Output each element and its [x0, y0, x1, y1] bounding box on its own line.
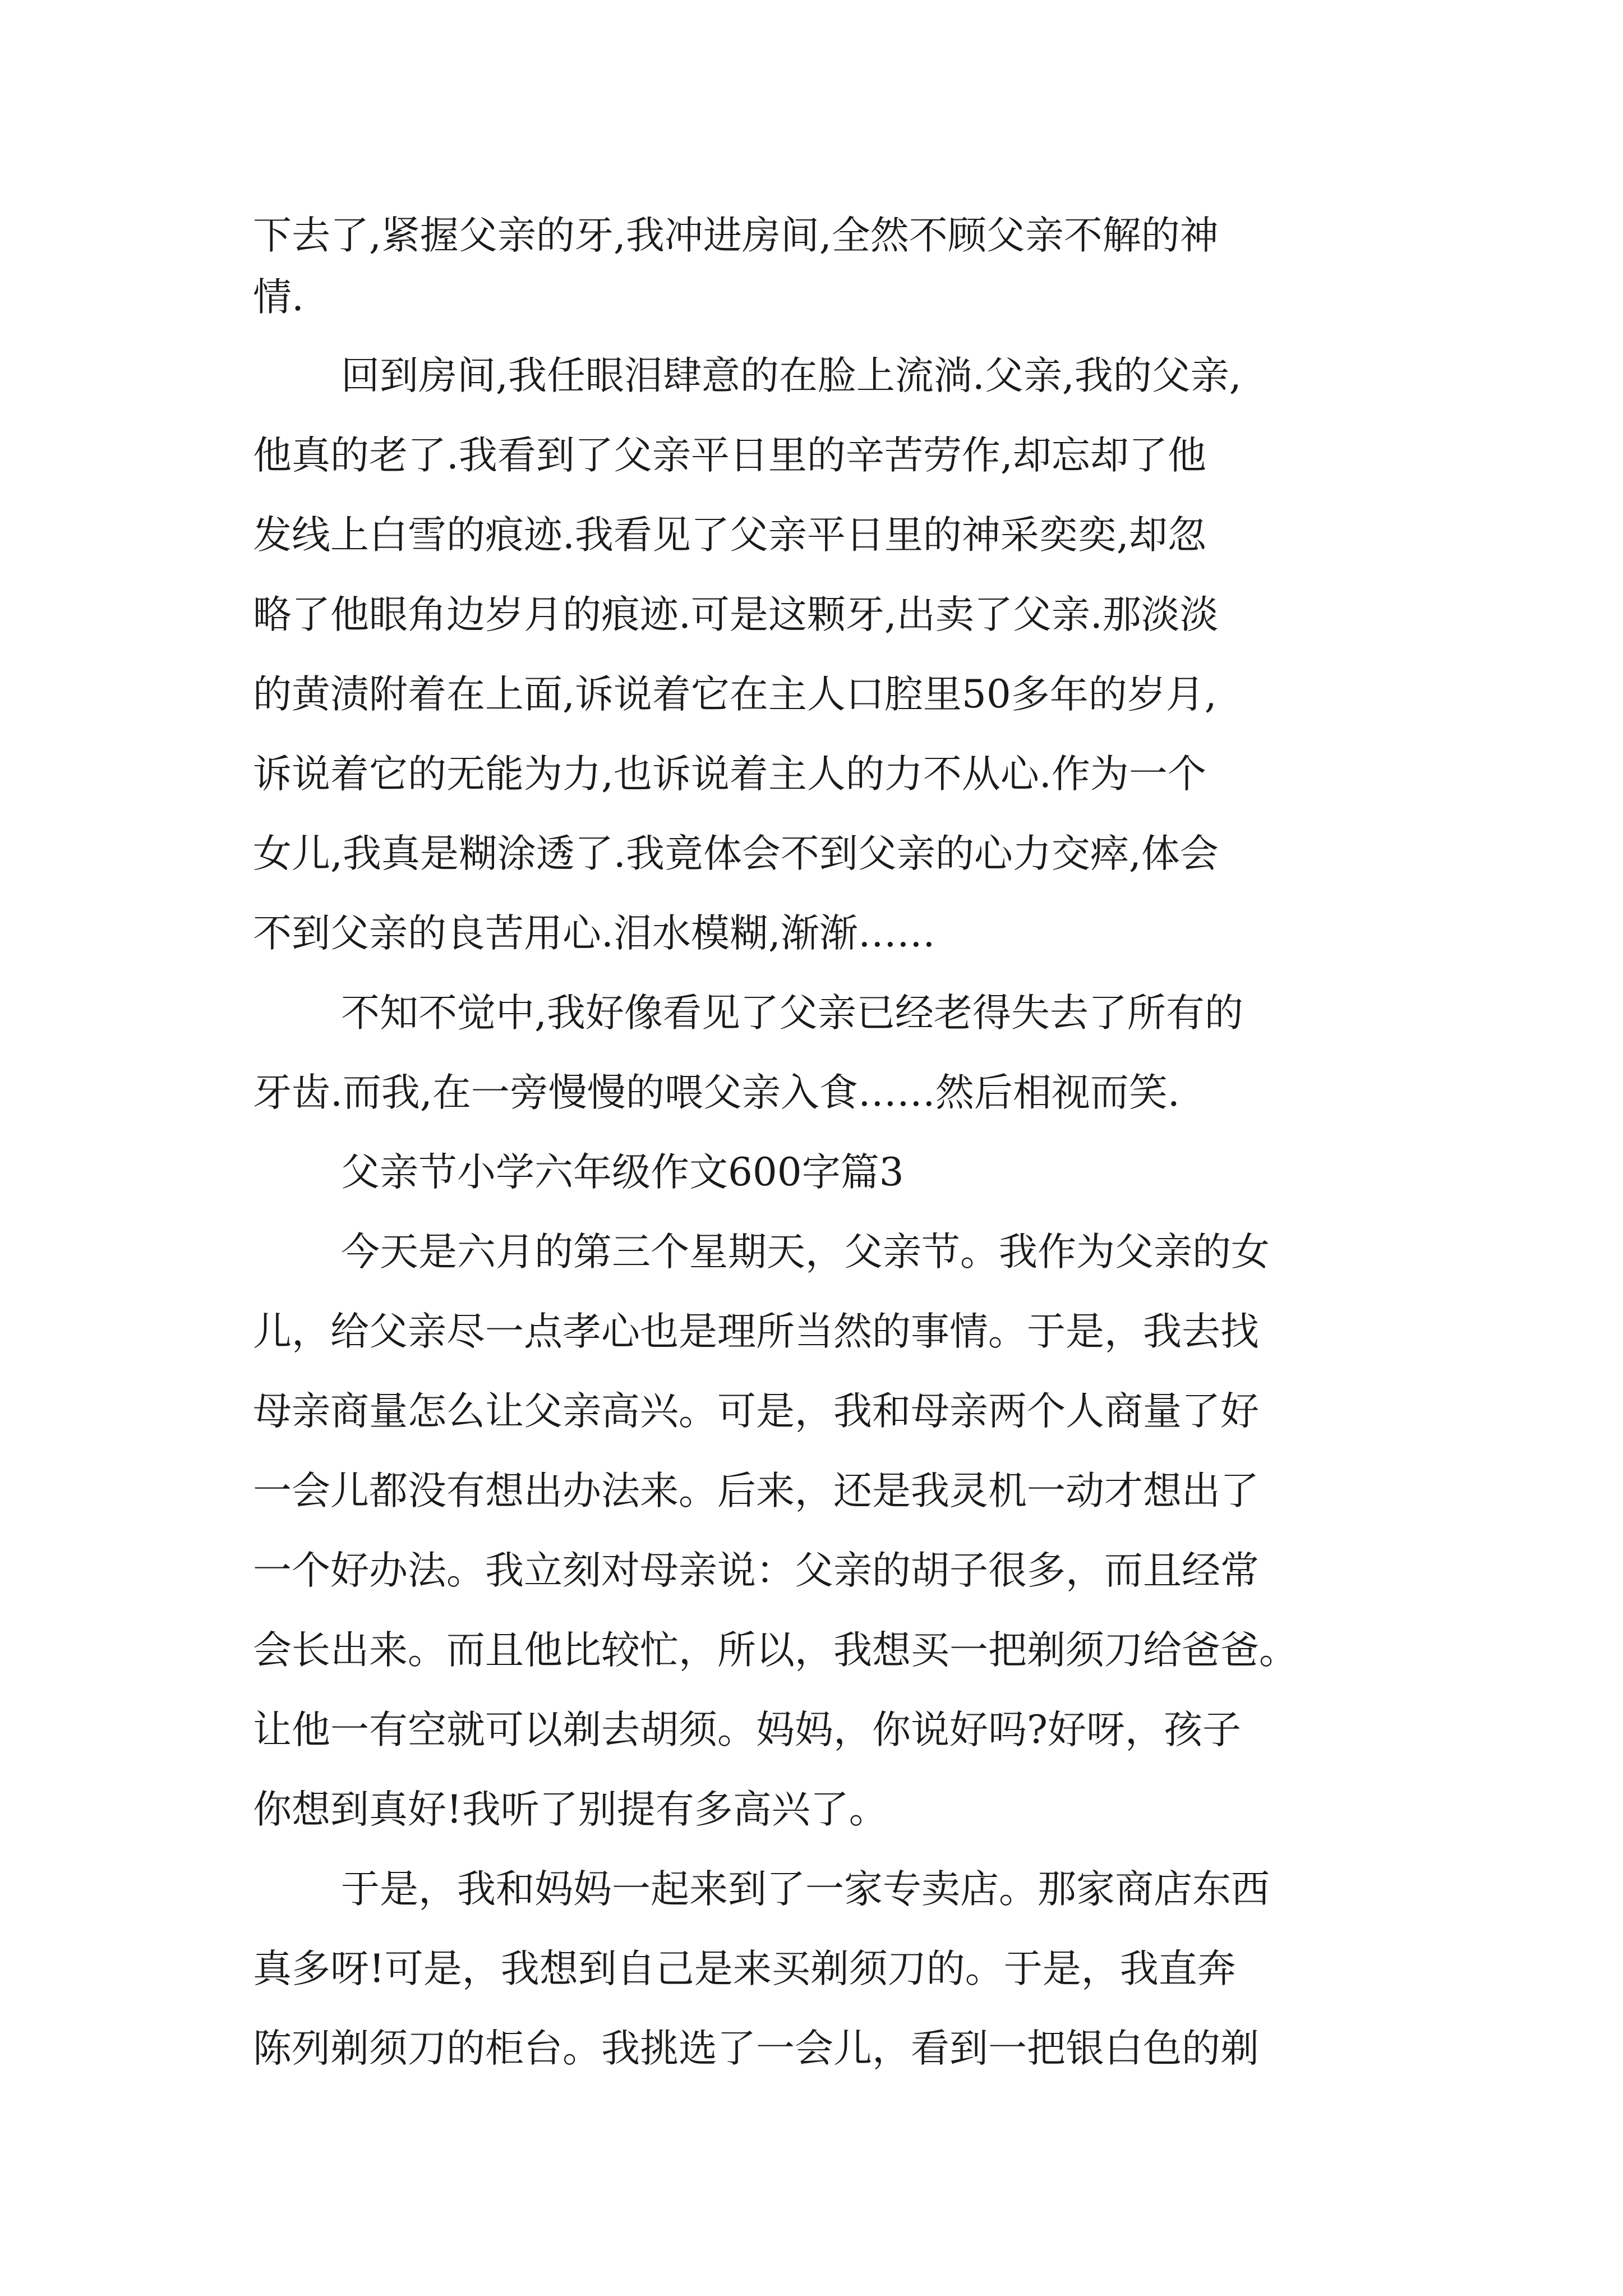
- paragraph-start-line: 不知不觉中,我好像看见了父亲已经老得失去了所有的: [341, 991, 1243, 1036]
- text-line: 你想到真好!我听了别提有多高兴了。: [253, 1787, 888, 1832]
- text-line: 真多呀!可是，我想到自己是来买剃须刀的。于是，我直奔: [253, 1947, 1236, 1991]
- text-line: 略了他眼角边岁月的痕迹.可是这颗牙,出卖了父亲.那淡淡: [253, 592, 1219, 637]
- paragraph-start-line: 今天是六月的第三个星期天，父亲节。我作为父亲的女: [341, 1230, 1270, 1274]
- paragraph-start-line: 回到房间,我任眼泪肆意的在脸上流淌.父亲,我的父亲,: [341, 353, 1242, 398]
- text-line: 儿，给父亲尽一点孝心也是理所当然的事情。于是，我去找: [253, 1309, 1259, 1354]
- text-line: 下去了,紧握父亲的牙,我冲进房间,全然不顾父亲不解的神: [253, 213, 1219, 258]
- text-line: 母亲商量怎么让父亲高兴。可是，我和母亲两个人商量了好: [253, 1389, 1259, 1434]
- text-line: 他真的老了.我看到了父亲平日里的辛苦劳作,却忘却了他: [253, 433, 1206, 478]
- section-heading: 父亲节小学六年级作文600字篇3: [341, 1150, 904, 1195]
- text-line: 陈列剃须刀的柜台。我挑选了一会儿，看到一把银白色的剃: [253, 2026, 1259, 2071]
- text-line: 牙齿.而我,在一旁慢慢的喂父亲入食……然后相视而笑.: [253, 1070, 1180, 1115]
- paragraph-start-line: 于是，我和妈妈一起来到了一家专卖店。那家商店东西: [341, 1867, 1270, 1912]
- text-line: 一会儿都没有想出办法来。后来，还是我灵机一动才想出了: [253, 1469, 1259, 1513]
- text-line: 一个好办法。我立刻对母亲说：父亲的胡子很多，而且经常: [253, 1548, 1259, 1593]
- text-line: 不到父亲的良苦用心.泪水模糊,渐渐……: [253, 911, 935, 956]
- text-line: 让他一有空就可以剃去胡须。妈妈，你说好吗?好呀，孩子: [253, 1708, 1241, 1752]
- text-line: 的黄渍附着在上面,诉说着它在主人口腔里50多年的岁月,: [253, 672, 1217, 717]
- text-line: 情.: [253, 275, 304, 320]
- text-line: 会长出来。而且他比较忙，所以，我想买一把剃须刀给爸爸。: [253, 1628, 1298, 1673]
- text-line: 发线上白雪的痕迹.我看见了父亲平日里的神采奕奕,却忽: [253, 513, 1206, 558]
- text-line: 女儿,我真是糊涂透了.我竟体会不到父亲的心力交瘁,体会: [253, 831, 1219, 876]
- text-line: 诉说着它的无能为力,也诉说着主人的力不从心.作为一个: [253, 752, 1206, 797]
